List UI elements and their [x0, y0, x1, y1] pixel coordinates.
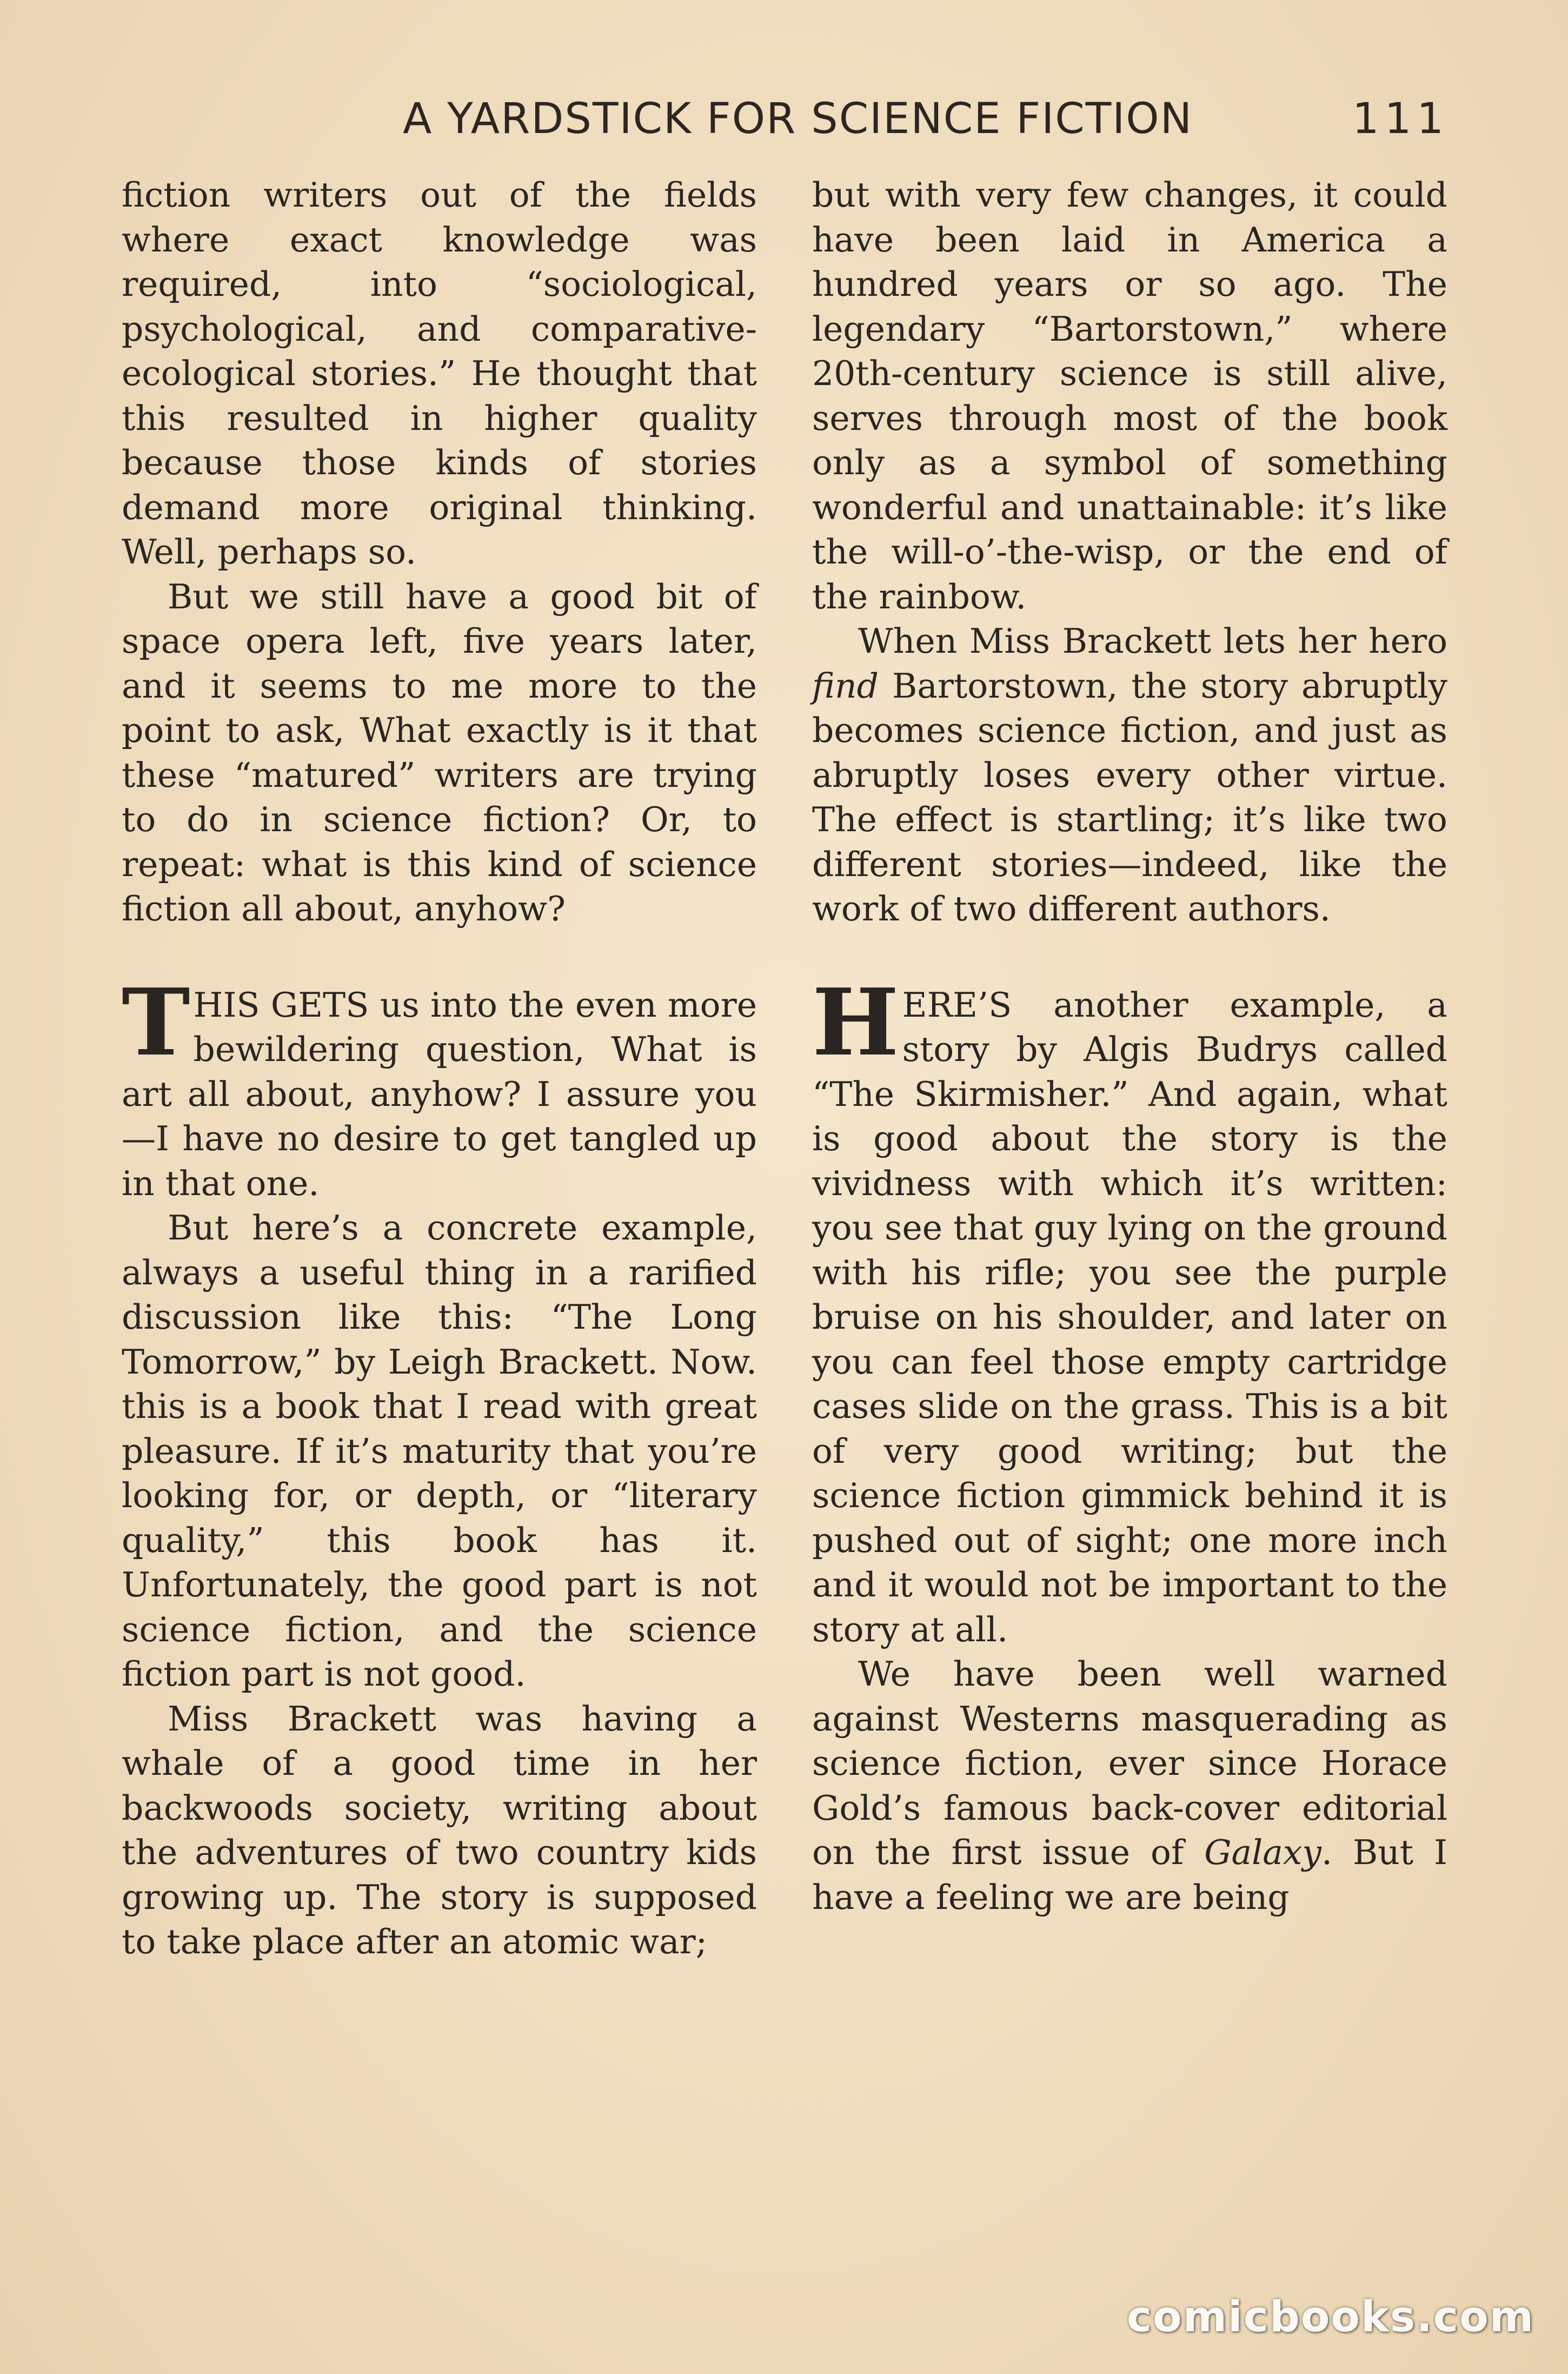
paragraph: But here’s a concrete example, always a useful thing in a rarified discussion like this: “The Long Tomorrow,” by Leigh Brackett. Now. this is a book that I read with great pleasure. If it’s maturity that you’re looking for, or depth, or “literary quality,” this book has it. Unfortunately, the good part is not science fiction, and the science fiction part is not good.	[122, 1208, 757, 1694]
paragraph-text: When Miss Brackett lets her hero	[858, 621, 1447, 661]
section-opening-paragraph	[122, 968, 757, 1206]
right-column	[812, 173, 1447, 1920]
paragraph: but with very few changes, it could have been laid in America a hundred years or so ago. The legendary “Bartorstown,” where 20th-century science is still alive, serves through most of the book only as a symbol of something wonderful and unattainable: it’s like the will-o’-the-wisp, or the end of the rainbow.	[812, 175, 1447, 616]
section-opening-paragraph	[812, 968, 1447, 1653]
paragraph-text: . But I have a feeling we are being	[812, 1833, 1447, 1917]
left-column	[122, 173, 757, 1965]
paragraph: Miss Brackett was having a whale of a good time in her backwoods society, writing about the adventures of two country kids growing up. The story is supposed to take place after an atomic war;	[122, 1699, 757, 1961]
paragraph-text: Bartorstown, the story abruptly becomes science fiction, and just as abruptly loses every other virtue. The effect is startling; it’s like two different stories—indeed, like the work of two different authors.	[812, 666, 1447, 929]
paragraph	[812, 1652, 1447, 1920]
paragraph-text: We have been well warned against Westerns masquerading as science fiction, ever since Horace Gold’s famous back-cover editorial on the first issue of	[812, 1654, 1447, 1872]
paragraph-text: ERE’S another example, a story by Algis Budrys called “The Skirmisher.” And again, what is good about the story is the vividness with which it’s written: you see that guy lying on the ground with his rifle; you see the purple bruise on his shoulder, and later on you can feel those empty cartridge cases slide on the grass. This is a bit of very good writing; but the science fiction gimmick behind it is pushed out of sight; one more inch and it would not be important to the story at all.	[812, 985, 1447, 1649]
emphasis: Galaxy	[1204, 1833, 1321, 1872]
page-number: 111	[1352, 95, 1449, 143]
paragraph-text: HIS GETS us into the even more bewildering question, What is art all about, anyhow? I assure you —I have no desire to get tangled up in that one.	[122, 985, 757, 1203]
paragraph	[812, 619, 1447, 932]
running-header	[0, 89, 1568, 149]
section-break	[812, 932, 1447, 983]
running-title: A YARDSTICK FOR SCIENCE FICTION	[403, 95, 1193, 143]
section-break	[122, 932, 757, 983]
site-watermark: comicbooks.com	[1126, 2293, 1534, 2342]
paragraph: fiction writers out of the fields where exact knowledge was required, into “sociological, psychological, and comparative-ecological stories.” He thought that this resulted in higher quality because those kinds of stories demand more original thinking. Well, perhaps so.	[122, 175, 757, 572]
paragraph: But we still have a good bit of space opera left, five years later, and it seems to me more to the point to ask, What exactly is it that these “matured” writers are trying to do in science fiction? Or, to repeat: what is this kind of science fiction all about, anyhow?	[122, 576, 757, 929]
drop-cap: H	[812, 968, 899, 1077]
drop-cap: T	[122, 968, 190, 1077]
emphasis: find	[812, 666, 879, 706]
